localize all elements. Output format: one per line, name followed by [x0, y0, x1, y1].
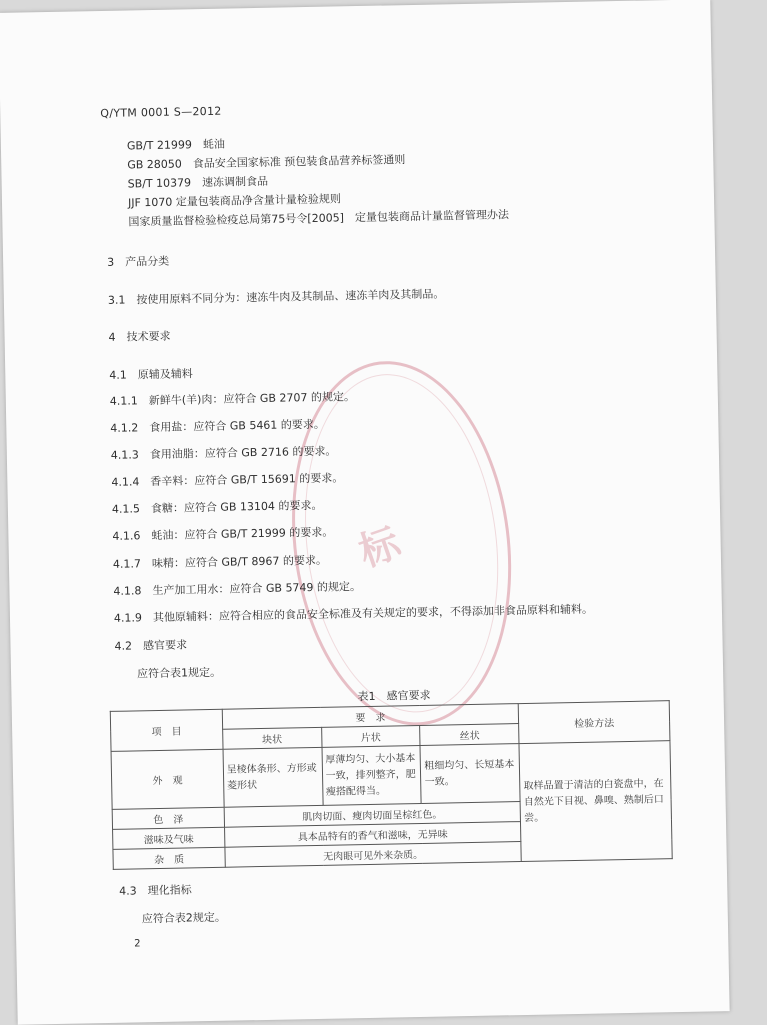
- impurity-cell: 无肉眼可见外来杂质。: [225, 842, 522, 868]
- section-4-1-7-text: 4.1.7 味精：应符合 GB/T 8967 的要求。: [112, 553, 328, 571]
- appearance-slice-cell: 厚薄均匀、大小基本一致，排列整齐，肥瘦搭配得当。: [322, 745, 422, 805]
- row-label-impurity: 杂 质: [113, 847, 225, 869]
- section-4-1-heading: 4.1 原辅及辅料: [109, 367, 193, 382]
- norm-item: GB/T 21999 蚝油: [126, 137, 226, 153]
- color-cell: 肌肉切面、瘦肉切面呈棕红色。: [224, 802, 521, 828]
- row-label-smell: 滋味及气味: [113, 827, 225, 849]
- header-test-method: 检验方法: [518, 701, 669, 744]
- section-4-1-2-text: 4.1.2 食用盐：应符合 GB 5461 的要求。: [110, 417, 325, 435]
- section-4-3-heading: 4.3 理化指标: [119, 883, 192, 898]
- subheader-block: 块状: [222, 727, 321, 749]
- section-4-2-note: 应符合表1规定。: [136, 665, 222, 681]
- header-requirement: 要 求: [222, 704, 519, 730]
- norm-item: JJF 1070 定量包装商品净含量计量检验规则: [127, 192, 341, 210]
- section-4-2-heading: 4.2 感官要求: [114, 638, 188, 653]
- table-caption: 表1 感官要求: [357, 688, 431, 704]
- smell-cell: 具本品特有的香气和滋味，无异味: [224, 822, 521, 848]
- red-seal-stamp: [272, 348, 532, 738]
- subheader-slice: 片状: [321, 725, 420, 747]
- row-label-appearance: 外 观: [111, 749, 224, 809]
- section-4-1-1-text: 4.1.1 新鲜牛(羊)肉：应符合 GB 2707 的规定。: [109, 390, 356, 408]
- section-3-1-text: 3.1 按使用原料不同分为：速冻牛肉及其制品、速冻羊肉及其制品。: [107, 287, 445, 307]
- appearance-shred-cell: 粗细均匀、长短基本一致。: [420, 744, 520, 804]
- normative-references-list: [127, 129, 509, 231]
- sensory-requirements-table: [110, 700, 673, 870]
- document-code-header: Q/YTM 0001 S—2012: [100, 104, 222, 120]
- section-4-1-3-text: 4.1.3 食用油脂：应符合 GB 2716 的要求。: [110, 444, 337, 462]
- section-4-1-6-text: 4.1.6 蚝油：应符合 GB/T 21999 的要求。: [112, 525, 334, 543]
- section-4-1-5-text: 4.1.5 食糖：应符合 GB 13104 的要求。: [111, 498, 323, 516]
- section-4-1-9-text: 4.1.9 其他原辅料：应符合相应的食品安全标准及有关规定的要求，不得添加非食品原料和辅料。: [113, 602, 594, 625]
- section-4-3-note: 应符合表2规定。: [141, 910, 226, 926]
- norm-item: SB/T 10379 速冻调制食品: [127, 174, 269, 191]
- header-item: 项 目: [110, 709, 223, 751]
- row-label-color: 色 泽: [112, 807, 224, 829]
- stamp-text: 标: [353, 519, 407, 577]
- section-3-heading: 3 产品分类: [107, 254, 170, 269]
- section-4-1-8-text: 4.1.8 生产加工用水：应符合 GB 5749 的规定。: [113, 580, 362, 598]
- section-4-1-4-text: 4.1.4 香辛料：应符合 GB/T 15691 的要求。: [111, 471, 344, 489]
- norm-item: GB 28050 食品安全国家标准 预包装食品营养标签通则: [127, 153, 406, 172]
- section-4-heading: 4 技术要求: [108, 329, 171, 344]
- appearance-block-cell: 呈棱体条形、方形或菱形状: [223, 747, 323, 807]
- page-number: 2: [134, 938, 141, 950]
- norm-item: 国家质量监督检验检疫总局第75号令[2005] 定量包装商品计量监督管理办法: [128, 208, 510, 229]
- test-method-cell: 取样品置于清洁的白瓷盘中，在自然光下目视、鼻嗅、熟制后口尝。: [519, 741, 672, 862]
- subheader-shred: 丝状: [420, 724, 519, 746]
